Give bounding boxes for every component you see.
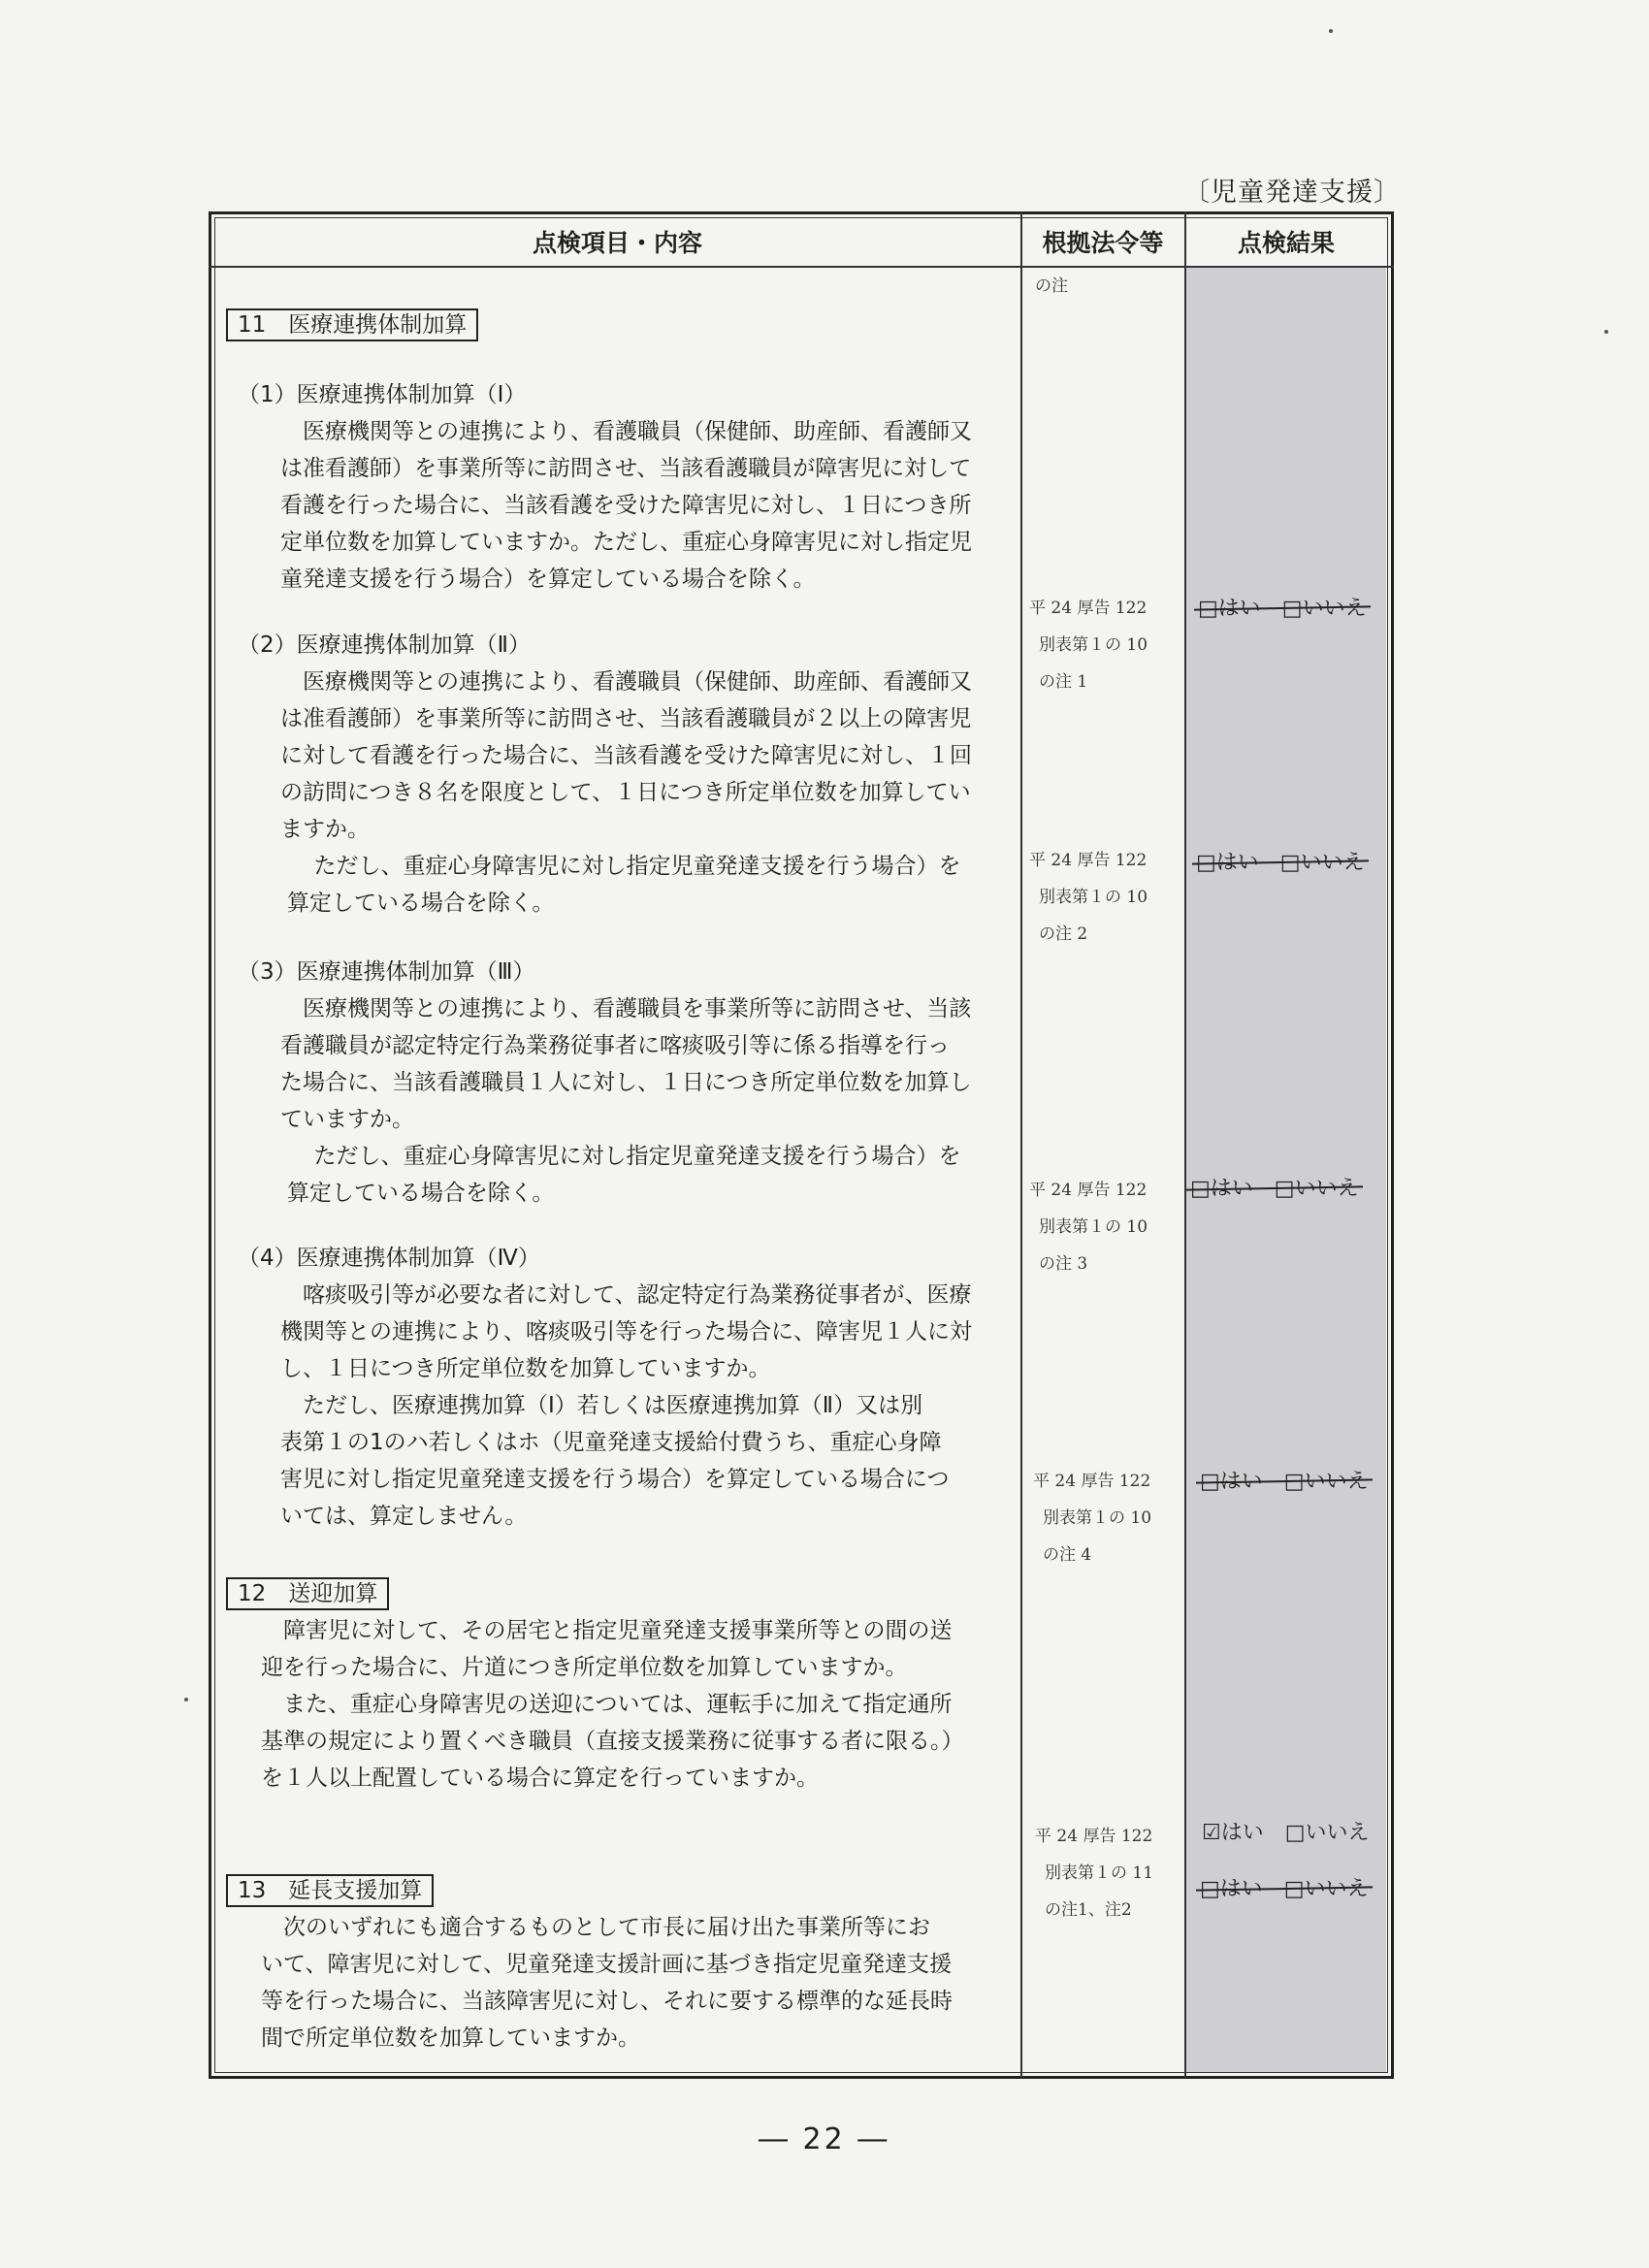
legal-ref-4: 平 24 厚告 122 別表第１の 10 の注 4 <box>1033 1472 1152 1565</box>
item-13-title: 13 延長支援加算 <box>226 1874 434 1907</box>
result-options: □はい □いいえ <box>1200 1470 1369 1494</box>
sub3-line: ていますか。 <box>280 1107 414 1132</box>
legal-ref-2: 平 24 厚告 122 別表第１の 10 の注 2 <box>1029 851 1148 944</box>
sub2-line: に対して看護を行った場合に、当該看護を受けた障害児に対し、１回 <box>280 743 972 768</box>
item-12 <box>226 1575 1021 1797</box>
sub3-line: 看護職員が認定特定行為業務従事者に喀痰吸引等に係る指導を行っ <box>280 1033 950 1058</box>
sub2-line: の訪問につき８名を限度として、１日につき所定単位数を加算してい <box>280 780 971 805</box>
section-tag: 〔児童発達支援〕 <box>1183 178 1401 208</box>
item-11-sub3 <box>226 954 1021 1212</box>
sub3-line: ただし、重症心身障害児に対し指定児童発達支援を行う場合）を <box>313 1144 961 1169</box>
ref-top-note: の注 <box>1035 276 1068 296</box>
sub4-line: 喀痰吸引等が必要な者に対して、認定特定行為業務従事者が、医療 <box>303 1282 972 1308</box>
item-11-title: 11 医療連携体制加算 <box>226 308 478 341</box>
result-options: □はい □いいえ <box>1198 597 1367 621</box>
item-12-line: 障害児に対して、その居宅と指定児童発達支援事業所等との間の送 <box>283 1618 953 1643</box>
sub1-line: 童発達支援を行う場合）を算定している場合を除く。 <box>280 567 816 592</box>
sub2-line: 医療機関等との連携により、看護職員（保健師、助産師、看護師又 <box>303 669 972 695</box>
sub2-line: は准看護師）を事業所等に訪問させ、当該看護職員が２以上の障害児 <box>280 706 972 731</box>
result-item12[interactable] <box>1202 1816 1370 1846</box>
header-result: 点検結果 <box>1237 229 1335 257</box>
sub1-line: 定単位数を加算していますか。ただし、重症心身障害児に対し指定児 <box>280 530 972 555</box>
item-11-sub1 <box>226 376 1021 598</box>
sub3-line: 算定している場合を除く。 <box>286 1181 555 1206</box>
sub1-line: は准看護師）を事業所等に訪問させ、当該看護職員が障害児に対して <box>280 456 972 481</box>
item-13 <box>226 1872 1021 2057</box>
legal-ref-3: 平 24 厚告 122 別表第１の 10 の注 3 <box>1029 1181 1148 1274</box>
item-11-sub4 <box>226 1240 1021 1535</box>
result-options: ☑はい □いいえ <box>1202 1821 1370 1845</box>
result-sub1[interactable] <box>1198 592 1367 622</box>
item-13-line: 間で所定単位数を加算していますか。 <box>261 2025 640 2051</box>
item-12-line: また、重症心身障害児の送迎については、運転手に加えて指定通所 <box>283 1692 953 1717</box>
header-item-content: 点検項目・内容 <box>532 229 702 257</box>
result-options: □はい □いいえ <box>1196 851 1365 875</box>
result-options: □はい □いいえ <box>1200 1877 1369 1901</box>
sub2-line: ただし、重症心身障害児に対し指定児童発達支援を行う場合）を <box>313 854 961 879</box>
item-11-sub2 <box>226 627 1021 922</box>
sub2-title: （2）医療連携体制加算（Ⅱ） <box>238 632 531 658</box>
result-sub3[interactable] <box>1190 1172 1359 1202</box>
sub3-line: た場合に、当該看護職員１人に対し、１日につき所定単位数を加算し <box>280 1070 972 1095</box>
sub3-title: （3）医療連携体制加算（Ⅲ） <box>238 959 535 985</box>
sub4-line: ただし、医療連携加算（Ⅰ）若しくは医療連携加算（Ⅱ）又は別 <box>303 1393 923 1418</box>
sub1-line: 看護を行った場合に、当該看護を受けた障害児に対し、１日につき所 <box>280 493 972 518</box>
legal-ref-1: 平 24 厚告 122 別表第１の 10 の注 1 <box>1029 599 1148 692</box>
item-12-line: を１人以上配置している場合に算定を行っていますか。 <box>261 1766 819 1791</box>
item-13-line: 等を行った場合に、当該障害児に対し、それに要する標準的な延長時 <box>261 1989 953 2014</box>
sub1-line: 医療機関等との連携により、看護職員（保健師、助産師、看護師又 <box>303 419 972 444</box>
item-12-line: 迎を行った場合に、片道につき所定単位数を加算していますか。 <box>261 1655 908 1680</box>
inspection-table <box>209 211 1394 2079</box>
result-item13[interactable] <box>1200 1872 1369 1902</box>
item-13-line: 次のいずれにも適合するものとして市長に届け出た事業所等にお <box>283 1915 930 1940</box>
item-12-title: 12 送迎加算 <box>226 1577 389 1610</box>
header-legal-basis: 根拠法令等 <box>1042 229 1164 257</box>
sub4-line: 害児に対し指定児童発達支援を行う場合）を算定している場合につ <box>280 1467 950 1492</box>
sub3-line: 医療機関等との連携により、看護職員を事業所等に訪問させ、当該 <box>303 996 972 1021</box>
legal-ref-5: 平 24 厚告 122 別表第１の 11 の注1、注2 <box>1035 1827 1154 1920</box>
page-number: ― 22 ― <box>759 2122 890 2156</box>
sub2-line: ますか。 <box>280 817 370 842</box>
result-sub4[interactable] <box>1200 1465 1369 1495</box>
item-12-line: 基準の規定により置くべき職員（直接支援業務に従事する者に限る。） <box>261 1729 964 1754</box>
sub4-line: し、１日につき所定単位数を加算していますか。 <box>280 1356 771 1381</box>
sub2-line: 算定している場合を除く。 <box>286 891 555 916</box>
sub4-title: （4）医療連携体制加算（Ⅳ） <box>238 1246 540 1271</box>
sub1-title: （1）医療連携体制加算（Ⅰ） <box>238 382 527 407</box>
sub4-line: いては、算定しません。 <box>280 1504 528 1529</box>
result-options: □はい □いいえ <box>1190 1177 1359 1201</box>
item-11 <box>226 307 1021 343</box>
sub4-line: 表第１の1のハ若しくはホ（児童発達支援給付費うち、重症心身障 <box>280 1430 942 1455</box>
sub4-line: 機関等との連携により、喀痰吸引等を行った場合に、障害児１人に対 <box>280 1319 972 1345</box>
item-13-line: いて、障害児に対して、児童発達支援計画に基づき指定児童発達支援 <box>261 1952 953 1977</box>
result-sub2[interactable] <box>1196 846 1365 876</box>
